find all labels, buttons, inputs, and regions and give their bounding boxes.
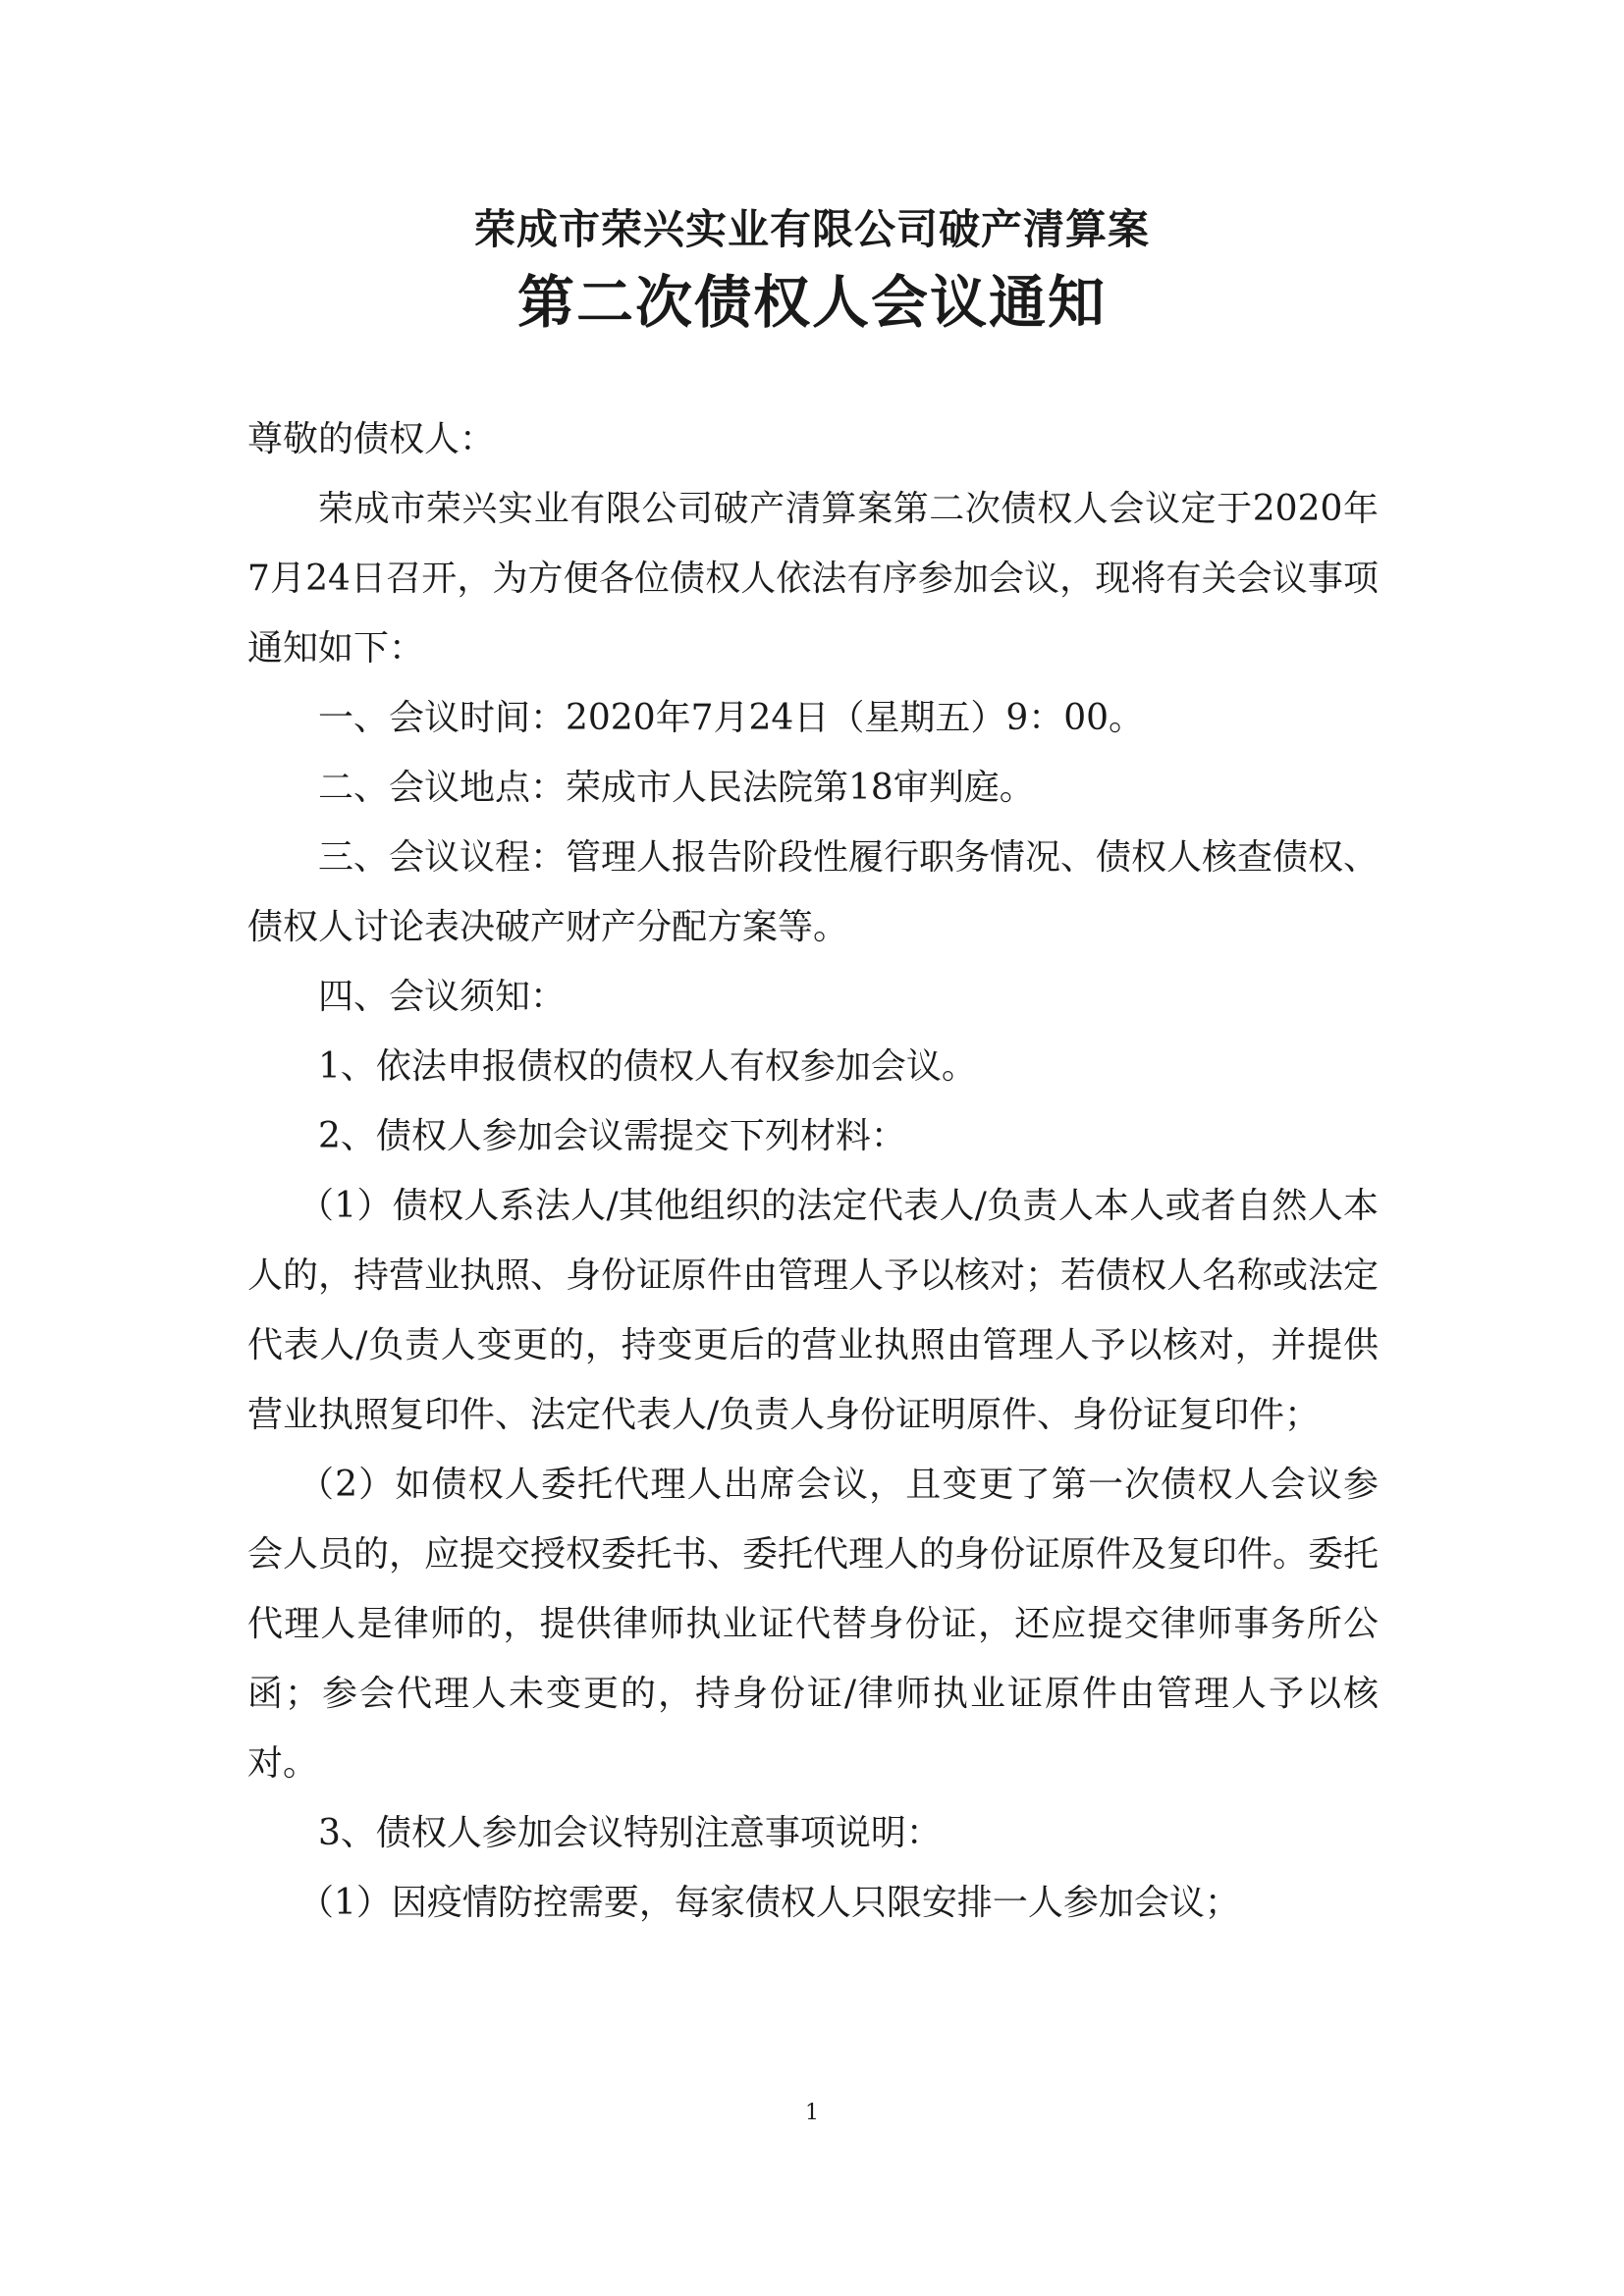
meeting-notes-heading: 四、会议须知： (318, 977, 567, 1017)
intro-paragraph: 荣成市荣兴实业有限公司破产清算案第二次债权人会议定于2020年7月24日召开，为方便各位债权人依法有序参加会议，现将有关会议事项通知如下： (247, 489, 1379, 668)
document-body (247, 404, 1379, 1938)
meeting-location: 二、会议地点：荣成市人民法院第18审判庭。 (318, 768, 1035, 808)
document-title-notice: 第二次债权人会议通知 (516, 269, 1107, 336)
note-item-1: 1、依法申报债权的债权人有权参加会议。 (318, 1046, 977, 1087)
document-title-case: 荣成市荣兴实业有限公司破产清算案 (473, 205, 1150, 253)
note-item-2: 2、债权人参加会议需提交下列材料： (318, 1116, 906, 1156)
note-item-3-sub-1: （1）因疫情防控需要，每家债权人只限安排一人参加会议； (298, 1883, 1240, 1923)
salutation: 尊敬的债权人： (247, 419, 496, 459)
note-item-2-sub-2: （2）如债权人委托代理人出席会议，且变更了第一次债权人会议参会人员的，应提交授权委托书、委托代理人的身份证原件及复印件。委托代理人是律师的，提供律师执业证代替身份证，还应提交律师事务所公函；参会代理人未变更的，持身份证/律师执业证原件由管理人予以核对。 (247, 1465, 1380, 1784)
meeting-agenda: 三、会议议程：管理人报告阶段性履行职务情况、债权人核查债权、债权人讨论表决破产财产分配方案等。 (247, 837, 1380, 947)
page-number: 1 (805, 2101, 819, 2125)
title-block (0, 198, 1624, 342)
note-item-3: 3、债权人参加会议特别注意事项说明： (318, 1813, 942, 1853)
meeting-time: 一、会议时间：2020年7月24日（星期五）9：00。 (318, 698, 1145, 738)
note-item-2-sub-1: （1）债权人系法人/其他组织的法定代表人/负责人本人或者自然人本人的，持营业执照、身份证原件由管理人予以核对；若债权人名称或法定代表人/负责人变更的，持变更后的营业执照由管理人予以核对，并提供营业执照复印件、法定代表人/负责人身份证明原件、身份证复印件； (247, 1186, 1380, 1435)
